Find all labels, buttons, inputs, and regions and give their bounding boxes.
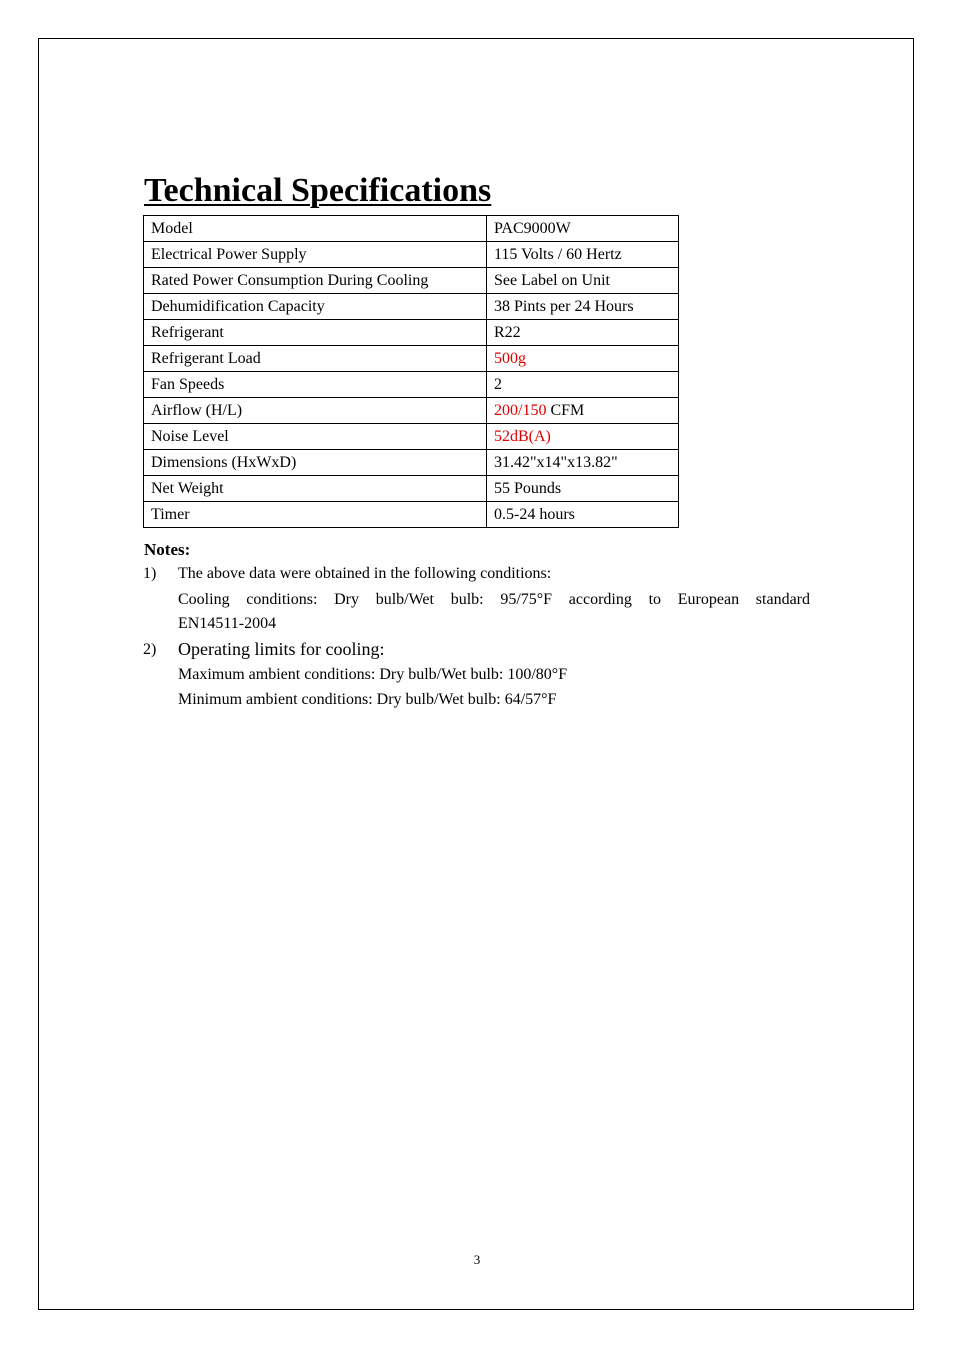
airflow-values: 200/150 xyxy=(494,401,547,419)
spec-label: Model xyxy=(144,216,487,242)
spec-value: 55 Pounds xyxy=(487,476,679,502)
spec-label: Refrigerant xyxy=(144,320,487,346)
spec-value: 500g xyxy=(487,346,679,372)
spec-label: Fan Speeds xyxy=(144,372,487,398)
table-row xyxy=(144,372,679,398)
spec-label: Dehumidification Capacity xyxy=(144,294,487,320)
spec-label: Rated Power Consumption During Cooling xyxy=(144,268,487,294)
spec-value: 52dB(A) xyxy=(487,424,679,450)
spec-value: 2 xyxy=(487,372,679,398)
note-text: Maximum ambient conditions: Dry bulb/Wet bulb: 100/80°F xyxy=(178,666,568,683)
note-number: 1) xyxy=(143,565,157,582)
spec-label: Dimensions (HxWxD) xyxy=(144,450,487,476)
spec-value: R22 xyxy=(487,320,679,346)
page-title: Technical Specifications xyxy=(144,172,492,209)
table-row xyxy=(144,294,679,320)
spec-value: 0.5-24 hours xyxy=(487,502,679,528)
note-text: Operating limits for cooling: xyxy=(178,639,385,659)
table-row xyxy=(144,424,679,450)
spec-label: Timer xyxy=(144,502,487,528)
table-row xyxy=(144,398,679,424)
spec-value: 31.42"x14"x13.82" xyxy=(487,450,679,476)
spec-label: Net Weight xyxy=(144,476,487,502)
spec-label: Airflow (H/L) xyxy=(144,398,487,424)
note-text: EN14511-2004 xyxy=(178,615,277,632)
table-row xyxy=(144,346,679,372)
airflow-unit: CFM xyxy=(546,401,585,419)
table-row xyxy=(144,242,679,268)
table-row xyxy=(144,320,679,346)
spec-label: Noise Level xyxy=(144,424,487,450)
page-number: 3 xyxy=(473,1252,481,1267)
table-row xyxy=(144,268,679,294)
spec-value: See Label on Unit xyxy=(487,268,679,294)
note-text: The above data were obtained in the following conditions: xyxy=(178,565,552,582)
note-text: Cooling conditions: Dry bulb/Wet bulb: 95/75°F according to European standard xyxy=(178,591,810,608)
notes-heading: Notes: xyxy=(144,540,191,559)
spec-value: 38 Pints per 24 Hours xyxy=(487,294,679,320)
note-text: Minimum ambient conditions: Dry bulb/Wet bulb: 64/57°F xyxy=(178,691,557,708)
spec-table xyxy=(143,215,679,528)
note-number: 2) xyxy=(143,641,157,658)
spec-value: 115 Volts / 60 Hertz xyxy=(487,242,679,268)
table-row xyxy=(144,216,679,242)
table-row xyxy=(144,450,679,476)
spec-value: PAC9000W xyxy=(487,216,679,242)
spec-value xyxy=(487,398,679,424)
spec-label: Electrical Power Supply xyxy=(144,242,487,268)
table-row xyxy=(144,476,679,502)
table-row xyxy=(144,502,679,528)
spec-label: Refrigerant Load xyxy=(144,346,487,372)
